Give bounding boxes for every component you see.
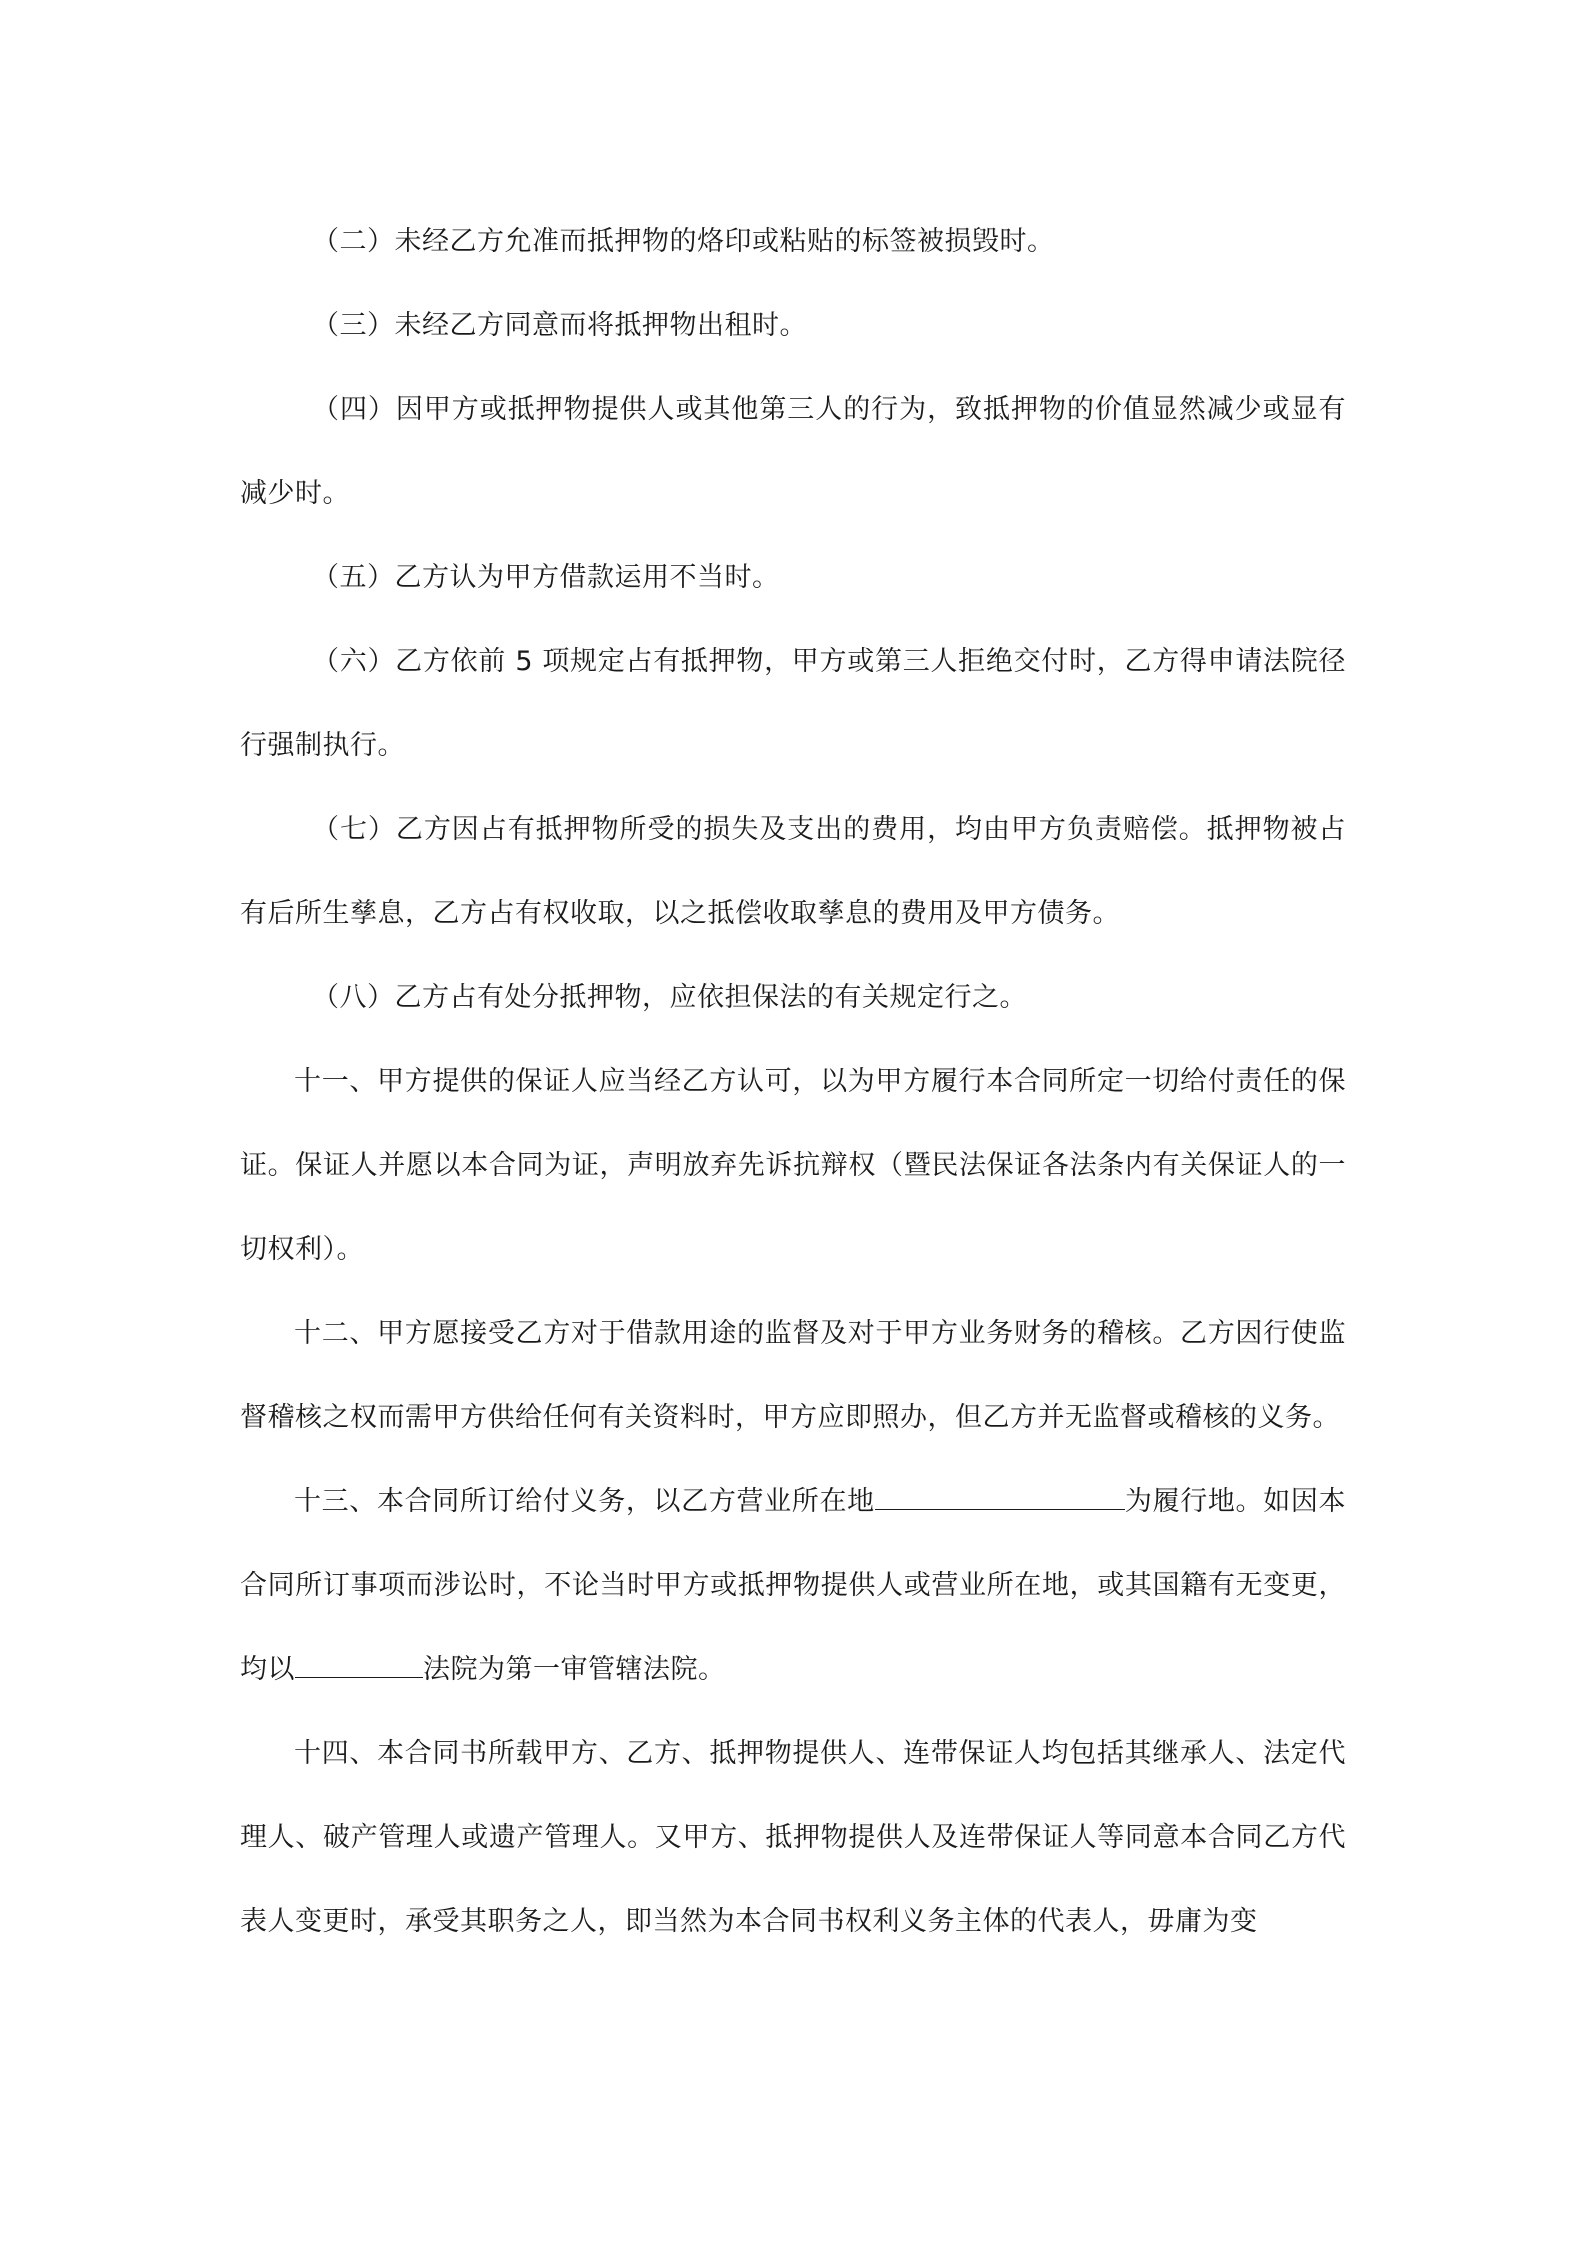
performance-place-blank — [875, 1479, 1125, 1510]
document-body — [240, 200, 1346, 1964]
clause-10-8: （八）乙方占有处分抵押物，应依担保法的有关规定行之。 — [312, 982, 1027, 1013]
clause-10-7: （七）乙方因占有抵押物所受的损失及支出的费用，均由甲方负责赔偿。抵押物被占有后所生孳息，乙方占有权收取，以之抵偿收取孳息的费用及甲方债务。 — [240, 814, 1346, 929]
clause-13 — [240, 1460, 1346, 1712]
court-name-blank — [295, 1647, 423, 1678]
clause-10-3: （三）未经乙方同意而将抵押物出租时。 — [312, 310, 807, 341]
clause-10-4: （四）因甲方或抵押物提供人或其他第三人的行为，致抵押物的价值显然减少或显有减少时。 — [240, 394, 1346, 509]
clause-12: 十二、甲方愿接受乙方对于借款用途的监督及对于甲方业务财务的稽核。乙方因行使监督稽核之权而需甲方供给任何有关资料时，甲方应即照办，但乙方并无监督或稽核的义务。 — [240, 1318, 1346, 1433]
clause-13-part1: 十三、本合同所订给付义务，以乙方营业所在地 — [294, 1486, 875, 1517]
clause-13-part2: 为履行地。如因本合同所订事项而涉讼时，不论当时甲方或抵押物提供人或营业所在地，或其国籍有无变更，均以 — [240, 1486, 1347, 1685]
clause-11: 十一、甲方提供的保证人应当经乙方认可，以为甲方履行本合同所定一切给付责任的保证。保证人并愿以本合同为证，声明放弃先诉抗辩权（暨民法保证各法条内有关保证人的一切权利）。 — [240, 1066, 1346, 1265]
clause-13-part3: 法院为第一审管辖法院。 — [423, 1654, 726, 1685]
clause-10-6: （六）乙方依前 5 项规定占有抵押物，甲方或第三人拒绝交付时，乙方得申请法院径行强制执行。 — [240, 646, 1346, 761]
clause-10-2: （二）未经乙方允准而抵押物的烙印或粘贴的标签被损毁时。 — [312, 226, 1055, 257]
clause-10-5: （五）乙方认为甲方借款运用不当时。 — [312, 562, 780, 593]
clause-14: 十四、本合同书所载甲方、乙方、抵押物提供人、连带保证人均包括其继承人、法定代理人、破产管理人或遗产管理人。又甲方、抵押物提供人及连带保证人等同意本合同乙方代表人变更时，承受其职务之人，即当然为本合同书权利义务主体的代表人，毋庸为变 — [240, 1738, 1346, 1937]
